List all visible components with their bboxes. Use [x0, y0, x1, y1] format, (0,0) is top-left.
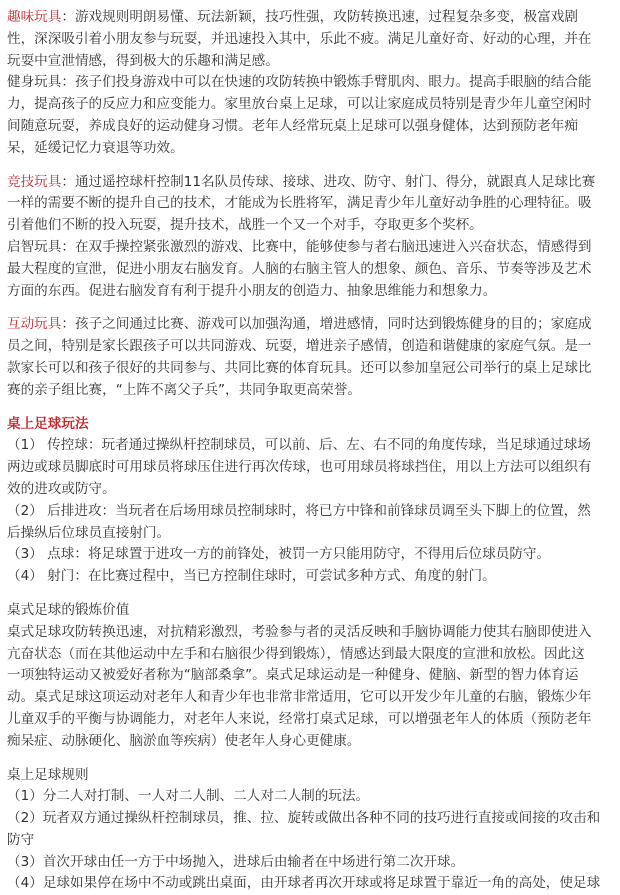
- text-line: 启智玩具：在双手操控紧张激烈的游戏、比赛中，能够使参与者右脑迅速进入兴奋状态，情感得到: [7, 239, 592, 255]
- text-line: 力，提高孩子的反应力和应变能力。家里放台桌上足球，可以让家庭成员特别是青少年儿童空闲时: [7, 96, 592, 112]
- text-line: ：游戏规则明朗易懂、玩法新颖，技巧性强，攻防转换迅速，过程复杂多变，极富戏剧: [61, 9, 578, 25]
- text-line: 防守: [7, 832, 34, 848]
- text-line: 员之间，特别是家长跟孩子可以共同游戏、玩耍，增进亲子感情，创造和谐健康的家庭气氛。是一: [7, 338, 592, 354]
- text-line: 间随意玩耍，养成良好的运动健身习惯。老年人经常玩桌上足球可以强身健体，达到预防老年痴: [7, 118, 578, 134]
- text-line: 款家长可以和孩子很好的共同参与、共同比赛的体育玩具。还可以参加皇冠公司举行的桌上足球比: [7, 360, 592, 376]
- section-competitive-toys: [7, 172, 614, 303]
- text-line: 性，深深吸引着小朋友参与玩耍，并迅速投入其中，乐此不疲。满足儿童好奇、好动的心理，并在: [7, 31, 592, 47]
- text-line: （4）足球如果停在场中不动或跳出桌面，由开球者再次开球或将足球置于靠近一角的高处，使足球: [7, 875, 600, 891]
- text-line: 一项独特运动又被爱好者称为“脑部桑拿”。桌式足球运动是一种健身、健脑、新型的智力体育运: [7, 667, 578, 683]
- text-line: ：孩子之间通过比赛、游戏可以加强沟通，增进感情，同时达到锻炼健身的目的；家庭成: [61, 316, 591, 332]
- intellect-toys-paragraph: [7, 237, 614, 302]
- text-line: （3） 点球：将足球置于进攻一方的前锋处，被罚一方只能用防守，不得用后位球员防守。: [7, 546, 550, 562]
- fitness-toys-paragraph: [7, 72, 614, 159]
- text-line: ：通过遥控球杆控制11名队员传球、接球、进攻、防守、射门、得分，就跟真人足球比赛: [61, 174, 595, 190]
- competitive-toys-label: 竞技玩具: [7, 174, 61, 190]
- fun-toys-label: 趣味玩具: [7, 9, 61, 25]
- text-line: （4） 射门：在比赛过程中，当已方控制住球时，可尝试多种方式、角度的射门。: [7, 568, 496, 584]
- text-line: （1） 传控球：玩者通过操纵杆控制球员，可以前、后、左、右不同的角度传球，当足球通过球场: [7, 437, 591, 453]
- section-interactive-toys: [7, 314, 614, 401]
- section-exercise-value: [7, 600, 614, 753]
- section-gameplay: [7, 414, 614, 588]
- exercise-value-heading: 桌式足球的锻炼价值: [7, 600, 614, 622]
- text-line: 方面的东西。促进右脑发育有利于提升小朋友的创造力、抽象思维能力和想象力。: [7, 283, 496, 299]
- text-line: 一样的需要不断的提升自己的技术，才能成为长胜将军，满足青少年儿童好动争胜的心理特征。吸: [7, 195, 592, 211]
- text-line: 亢奋状态（而在其他运动中左手和右脑很少得到锻炼），情感达到最大限度的宣泄和放松。因此这: [7, 646, 585, 662]
- interactive-toys-label: 互动玩具: [7, 316, 61, 332]
- text-line: 赛的亲子组比赛，“上阵不离父子兵”，共同争取更高荣誉。: [7, 382, 361, 398]
- text-line: （1）分二人对打制、一人对二人制、二人对二人制的玩法。: [7, 788, 369, 804]
- text-line: （2）玩者双方通过操纵杆控制球员，推、拉、旋转或做出各种不同的技巧进行直接或间接的攻击和: [7, 810, 600, 826]
- section-fun-toys: [7, 7, 614, 160]
- text-line: 呆，延缓记忆力衰退等功效。: [7, 140, 184, 156]
- text-line: 最大程度的宣泄，促进小朋友右脑发育。人脑的右脑主管人的想象、颜色、音乐、节奏等涉及艺术: [7, 261, 592, 277]
- text-line: 两边或球员脚底时可用球员将球压住进行再次传球，也可用球员将球挡住，用以上方法可以组织有: [7, 459, 592, 475]
- text-line: （2） 后排进攻：当玩者在后场用球员控制球时，将已方中锋和前锋球员调至头下脚上的位置，然: [7, 503, 591, 519]
- text-line: 动。桌式足球这项运动对老年人和青少年也非常非常适用，它可以开发少年儿童的右脑，锻炼少年: [7, 689, 592, 705]
- rules-heading: 桌上足球规则: [7, 765, 614, 787]
- text-line: 痴呆症、动脉硬化、脑淤血等疾病）使老年人身心更健康。: [7, 733, 360, 749]
- text-line: 桌式足球攻防转换迅速，对抗精彩激烈，考验参与者的灵活反映和手脑协调能力使其右脑即使进入: [7, 624, 592, 640]
- text-line: 儿童双手的平衡与协调能力，对老年人来说，经常打桌式足球，可以增强老年人的体质（预防老年: [7, 711, 592, 727]
- text-line: 效的进攻或防守。: [7, 481, 116, 497]
- text-line: 引着他们不断的投入玩耍，提升技术，战胜一个又一个对手，夺取更多个奖杯。: [7, 217, 483, 233]
- text-line: 玩耍中宣泄情感，得到极大的乐趣和满足感。: [7, 53, 279, 69]
- text-line: 健身玩具：孩子们投身游戏中可以在快速的攻防转换中锻炼手臂肌肉、眼力。提高手眼脑的结合能: [7, 74, 592, 90]
- gameplay-heading: 桌上足球玩法: [7, 414, 614, 436]
- text-line: （3）首次开球由任一方于中场抛入，进球后由输者在中场进行第二次开球。: [7, 854, 464, 870]
- text-line: 后操纵后位球员直接射门。: [7, 525, 170, 541]
- section-rules: [7, 765, 614, 895]
